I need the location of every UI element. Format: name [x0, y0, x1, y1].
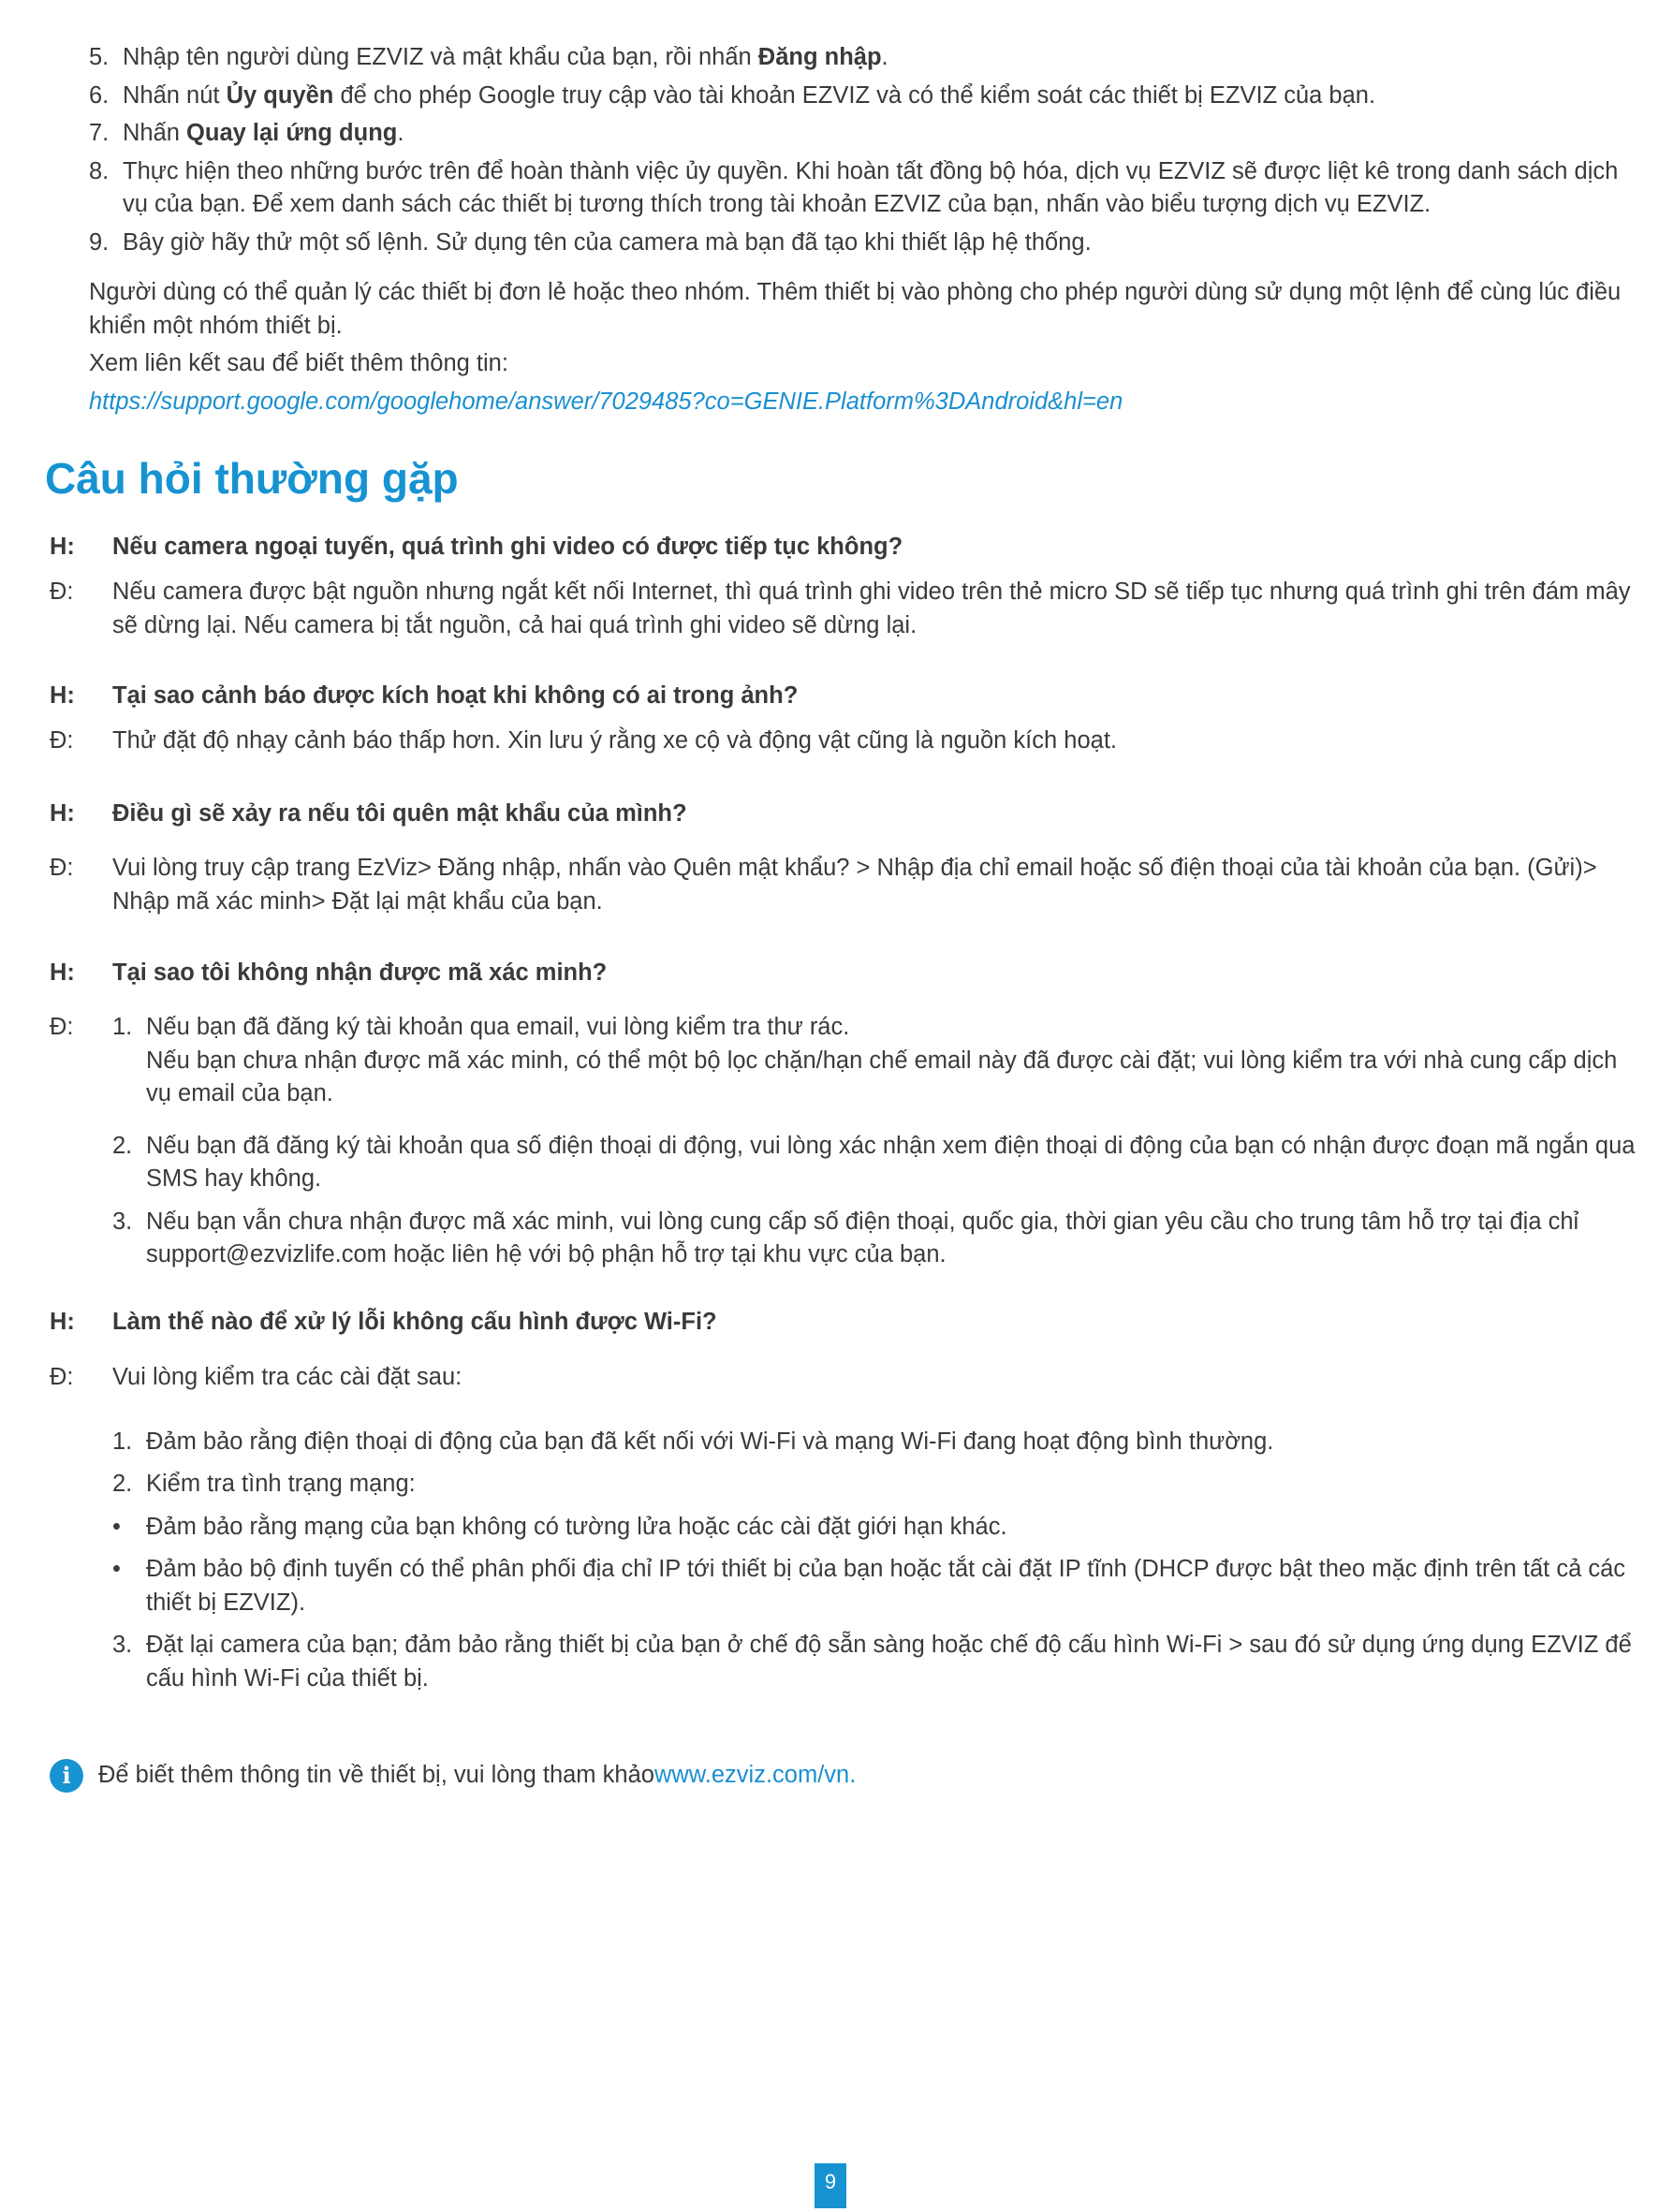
step-number: 9. [89, 228, 110, 256]
step-number: 5. [89, 44, 110, 70]
faq-answer: Đ: Nếu camera được bật nguồn nhưng ngắt kết nối Internet, thì quá trình ghi video trên thẻ micro SD sẽ tiếp tục nhưng quá trình ghi trên đám mây sẽ dừng lại. Nếu camera bị tắt nguồn, cả hai quá trình ghi video sẽ dừng lại. [50, 579, 1631, 638]
list-item: 2. Kiểm tra tình trạng mạng: [112, 1471, 416, 1497]
list-item: • Đảm bảo bộ định tuyến có thể phân phối địa chỉ IP tới thiết bị của bạn hoặc tắt cài đặt IP tĩnh (DHCP được bật theo mặc định trên tất cả các thiết bị EZVIZ). [112, 1556, 1626, 1616]
see-more-label: Xem liên kết sau để biết thêm thông tin: [89, 350, 508, 376]
faq-answer: Đ: Thử đặt độ nhạy cảnh báo thấp hơn. Xin lưu ý rằng xe cộ và động vật cũng là nguồn kích hoạt. [50, 727, 1117, 754]
faq-question: H: Tại sao tôi không nhận được mã xác minh? [50, 960, 608, 986]
step-number: 6. [89, 81, 110, 109]
group-control-info [89, 276, 1634, 418]
info-icon: i [50, 1759, 83, 1793]
faq-answer: Đ: Vui lòng truy cập trang EzViz> Đăng nhập, nhấn vào Quên mật khẩu? > Nhập địa chỉ email hoặc số điện thoại của tài khoản của bạn. (Gửi)> Nhập mã xác minh> Đặt lại mật khẩu của bạn. [50, 855, 1597, 915]
page-number: 9 [815, 2163, 846, 2208]
faq-question: H: Nếu camera ngoại tuyến, quá trình ghi video có được tiếp tục không? [50, 534, 903, 560]
list-item: • Đảm bảo rằng mạng của bạn không có tường lửa hoặc các cài đặt giới hạn khác. [112, 1513, 1007, 1540]
google-support-link[interactable]: https://support.google.com/googlehome/answer/7029485?co=GENIE.Platform%3DAndroid&hl=en [89, 388, 1123, 415]
setup-steps [89, 41, 1634, 259]
list-item: 3. Nếu bạn vẫn chưa nhận được mã xác minh, vui lòng cung cấp số điện thoại, quốc gia, thời gian yêu cầu cho trung tâm hỗ trợ tại địa chỉ support@ezvizlife.com hoặc liên hệ với bộ phận hỗ trợ tại khu vực của bạn. [112, 1208, 1579, 1267]
step-item: 9. Bây giờ hãy thử một số lệnh. Sử dụng tên của camera mà bạn đã tạo khi thiết lập hệ thống. [89, 227, 1634, 260]
faq-title: Câu hỏi thường gặp [45, 454, 459, 503]
list-item: 2. Nếu bạn đã đăng ký tài khoản qua số điện thoại di động, vui lòng xác nhận xem điện thoại di động của bạn có nhận được đoạn mã ngắn qua SMS hay không. [112, 1132, 1636, 1192]
faq-question: H: Điều gì sẽ xảy ra nếu tôi quên mật khẩu của mình? [50, 800, 687, 827]
list-item: 3. Đặt lại camera của bạn; đảm bảo rằng thiết bị của bạn ở chế độ sẵn sàng hoặc chế độ cấu hình Wi-Fi > sau đó sử dụng ứng dụng EZVIZ để cấu hình Wi-Fi của thiết bị. [112, 1632, 1632, 1692]
list-item: 1. Nếu bạn đã đăng ký tài khoản qua email, vui lòng kiểm tra thư rác. Nếu bạn chưa nhận được mã xác minh, có thể một bộ lọc chặn/hạn chế email này đã được cài đặt; vui lòng kiểm tra với nhà cung cấp dịch vụ email của bạn. [112, 1014, 1618, 1106]
info-note: i Để biết thêm thông tin về thiết bị, vui lòng tham khảo www.ezviz.com/vn. [50, 1759, 856, 1793]
ezviz-website-link[interactable]: www.ezviz.com/vn. [653, 1762, 857, 1789]
faq-answer: Đ: 1. Nếu bạn đã đăng ký tài khoản qua email, vui lòng kiểm tra thư rác. Nếu bạn chưa nhận được mã xác minh, có thể một bộ lọc chặn/hạn chế email này đã được cài đặt; vui lòng kiểm tra với nhà cung cấp dịch vụ email của bạn. 2. Nếu bạn đã đăng ký tài khoản qua số điện thoại di động, vui lòng xác nhận xem điện thoại di động của bạn có nhận được đoạn mã ngắn qua SMS hay không. 3. Nếu bạn vẫn chưa nhận được mã xác minh, vui lòng cung cấp số điện thoại, quốc gia, thời gian yêu cầu cho trung tâm hỗ trợ tại địa chỉ support@ezvizlife.com hoặc liên hệ với bộ phận hỗ trợ tại khu vực của bạn. [50, 1011, 1637, 1272]
faq-question: H: Làm thế nào để xử lý lỗi không cấu hình được Wi-Fi? [50, 1309, 717, 1335]
list-item: 1. Đảm bảo rằng điện thoại di động của bạn đã kết nối với Wi-Fi và mạng Wi-Fi đang hoạt động bình thường. [112, 1428, 1274, 1455]
group-control-paragraph: Người dùng có thể quản lý các thiết bị đơn lẻ hoặc theo nhóm. Thêm thiết bị vào phòng cho phép người dùng sử dụng một lệnh để cùng lúc điều khiển một nhóm thiết bị. [89, 279, 1622, 339]
step-number: 8. [89, 157, 110, 184]
faq-question: H: Tại sao cảnh báo được kích hoạt khi không có ai trong ảnh? [50, 682, 799, 709]
step-number: 7. [89, 120, 110, 146]
step-item: 5. Nhập tên người dùng EZVIZ và mật khẩu của bạn, rồi nhấn Đăng nhập. [89, 41, 1634, 75]
step-item: 8. Thực hiện theo những bước trên để hoàn thành việc ủy quyền. Khi hoàn tất đồng bộ hóa, dịch vụ EZVIZ sẽ được liệt kê trong danh sách dịch vụ của bạn. Để xem danh sách các thiết bị tương thích trong tài khoản EZVIZ của bạn, nhấn vào biểu tượng dịch vụ EZVIZ. [89, 155, 1634, 222]
step-item: 7. Nhấn Quay lại ứng dụng. [89, 117, 1634, 151]
step-item: 6. Nhấn nút Ủy quyền để cho phép Google truy cập vào tài khoản EZVIZ và có thể kiểm soát các thiết bị EZVIZ của bạn. [89, 80, 1634, 113]
faq-answer: Đ: Vui lòng kiểm tra các cài đặt sau: 1. Đảm bảo rằng điện thoại di động của bạn đã kết nối với Wi-Fi và mạng Wi-Fi đang hoạt động bình thường. 2. Kiểm tra tình trạng mạng: • Đảm bảo rằng mạng của bạn không có tường lửa hoặc các cài đặt giới hạn khác. • Đảm bảo bộ định tuyến có thể phân phối địa chỉ IP tới thiết bị của bạn hoặc tắt cài đặt IP tĩnh (DHCP được bật theo mặc định trên tất cả các thiết bị EZVIZ). 3. Đặt lại camera của bạn; đảm bảo rằng thiết bị của bạn ở chế độ sẵn sàng hoặc chế độ cấu hình Wi-Fi > sau đó sử dụng ứng dụng EZVIZ để cấu hình Wi-Fi của thiết bị. [50, 1361, 1637, 1695]
